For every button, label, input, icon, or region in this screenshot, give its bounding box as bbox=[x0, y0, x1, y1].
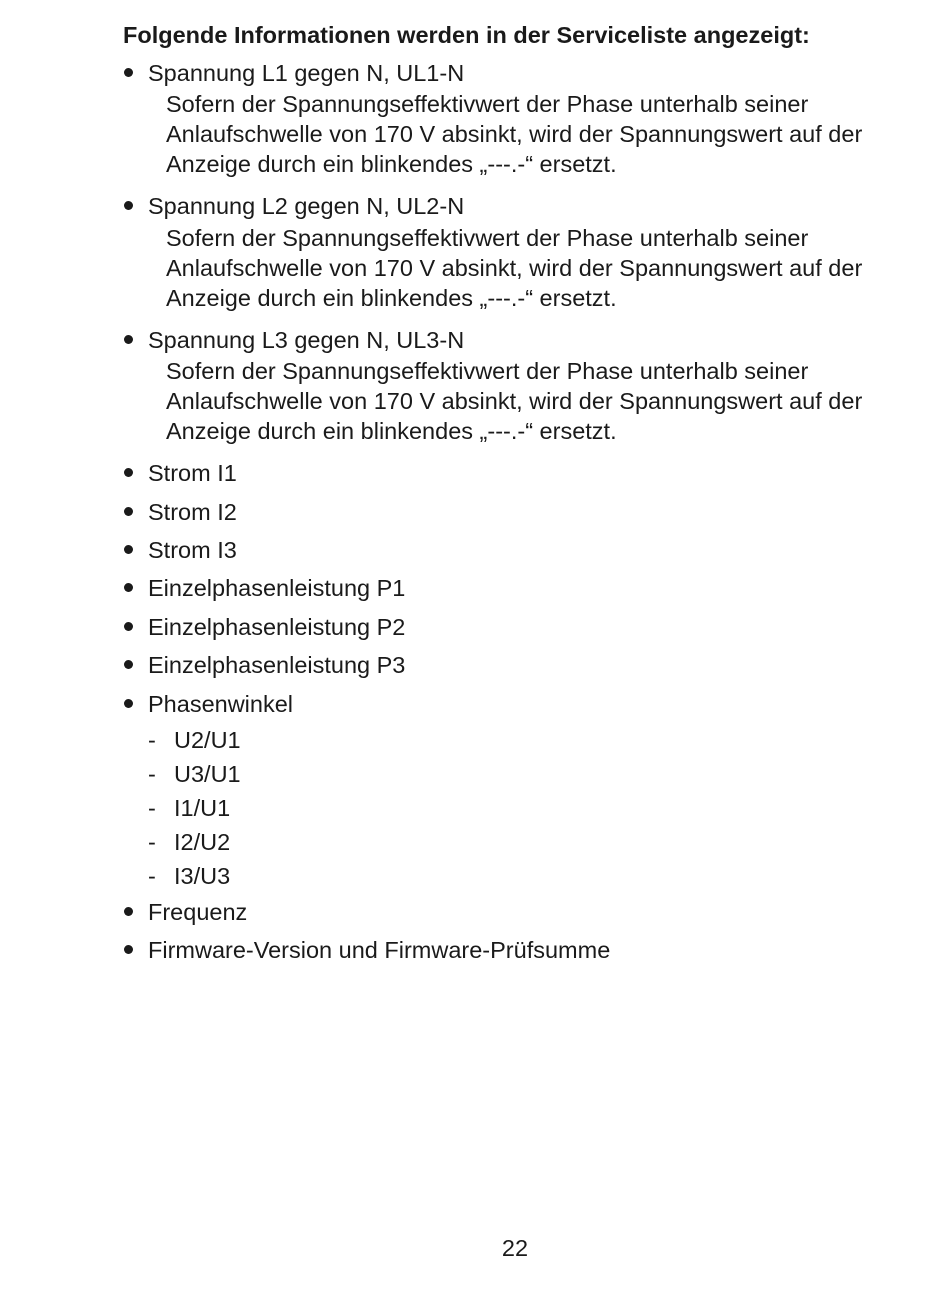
list-item-label: Einzelphasenleistung P3 bbox=[148, 652, 406, 679]
list-item-description: Sofern der Spannungseffektivwert der Phase unterhalb seiner Anlaufschwelle von 170 V absinkt, wird der Spannungswert auf der Anzeige durch ein blinkendes „---.-“ ersetzt. bbox=[166, 91, 863, 178]
bullet-icon bbox=[124, 699, 133, 708]
list-item bbox=[123, 893, 913, 931]
service-list bbox=[123, 54, 913, 970]
list-item bbox=[123, 569, 913, 607]
dash-marker: - bbox=[148, 829, 156, 856]
list-item bbox=[123, 531, 913, 569]
bullet-icon bbox=[124, 622, 133, 631]
bullet-icon bbox=[124, 335, 133, 344]
list-item-label: Frequenz bbox=[148, 899, 248, 926]
sub-list-item-label: U2/U1 bbox=[174, 727, 241, 754]
document-page bbox=[123, 18, 913, 970]
list-item-label: Strom I1 bbox=[148, 460, 237, 487]
sub-list-item bbox=[148, 791, 913, 825]
sub-list-item-label: I2/U2 bbox=[174, 829, 231, 856]
list-item bbox=[123, 685, 913, 893]
bullet-icon bbox=[124, 507, 133, 516]
dash-marker: - bbox=[148, 727, 156, 754]
dash-marker: - bbox=[148, 761, 156, 788]
page-number: 22 bbox=[501, 1235, 529, 1261]
section-heading: Folgende Informationen werden in der Serviceliste angezeigt: bbox=[123, 22, 810, 48]
sub-list-item bbox=[148, 859, 913, 893]
bullet-icon bbox=[124, 545, 133, 554]
dash-marker: - bbox=[148, 795, 156, 822]
list-item-label: Strom I2 bbox=[148, 498, 237, 525]
sub-list-item-label: U3/U1 bbox=[174, 761, 241, 788]
list-item bbox=[123, 608, 913, 646]
list-item bbox=[123, 454, 913, 492]
list-item-label: Strom I3 bbox=[148, 537, 237, 564]
dash-marker: - bbox=[148, 863, 156, 890]
bullet-icon bbox=[124, 945, 133, 954]
list-item-description: Sofern der Spannungseffektivwert der Phase unterhalb seiner Anlaufschwelle von 170 V absinkt, wird der Spannungswert auf der Anzeige durch ein blinkendes „---.-“ ersetzt. bbox=[166, 358, 863, 445]
list-item bbox=[123, 54, 913, 179]
list-item-label: Einzelphasenleistung P2 bbox=[148, 613, 406, 640]
bullet-icon bbox=[124, 468, 133, 477]
list-item bbox=[123, 187, 913, 312]
list-item bbox=[123, 321, 913, 446]
sub-list-item bbox=[148, 825, 913, 859]
list-item-description: Sofern der Spannungseffektivwert der Phase unterhalb seiner Anlaufschwelle von 170 V absinkt, wird der Spannungswert auf der Anzeige durch ein blinkendes „---.-“ ersetzt. bbox=[166, 224, 863, 311]
list-item bbox=[123, 646, 913, 684]
list-item bbox=[123, 931, 913, 969]
sub-list-item-label: I1/U1 bbox=[174, 795, 231, 822]
bullet-icon bbox=[124, 660, 133, 669]
bullet-icon bbox=[124, 583, 133, 592]
sub-list-item-label: I3/U3 bbox=[174, 863, 231, 890]
list-item-label: Spannung L1 gegen N, UL1-N bbox=[148, 60, 465, 86]
list-item-label: Firmware-Version und Firmware-Prüfsumme bbox=[148, 937, 611, 964]
list-item-label: Spannung L3 gegen N, UL3-N bbox=[148, 326, 465, 353]
list-item-label: Spannung L2 gegen N, UL2-N bbox=[148, 193, 465, 220]
sub-list-item bbox=[148, 757, 913, 791]
list-item-label: Phasenwinkel bbox=[148, 690, 294, 717]
bullet-icon bbox=[124, 201, 133, 210]
bullet-icon bbox=[124, 68, 133, 77]
list-item bbox=[123, 493, 913, 531]
sub-list-item bbox=[148, 723, 913, 757]
bullet-icon bbox=[124, 907, 133, 916]
phase-angle-sublist bbox=[148, 723, 913, 893]
list-item-label: Einzelphasenleistung P1 bbox=[148, 575, 406, 602]
